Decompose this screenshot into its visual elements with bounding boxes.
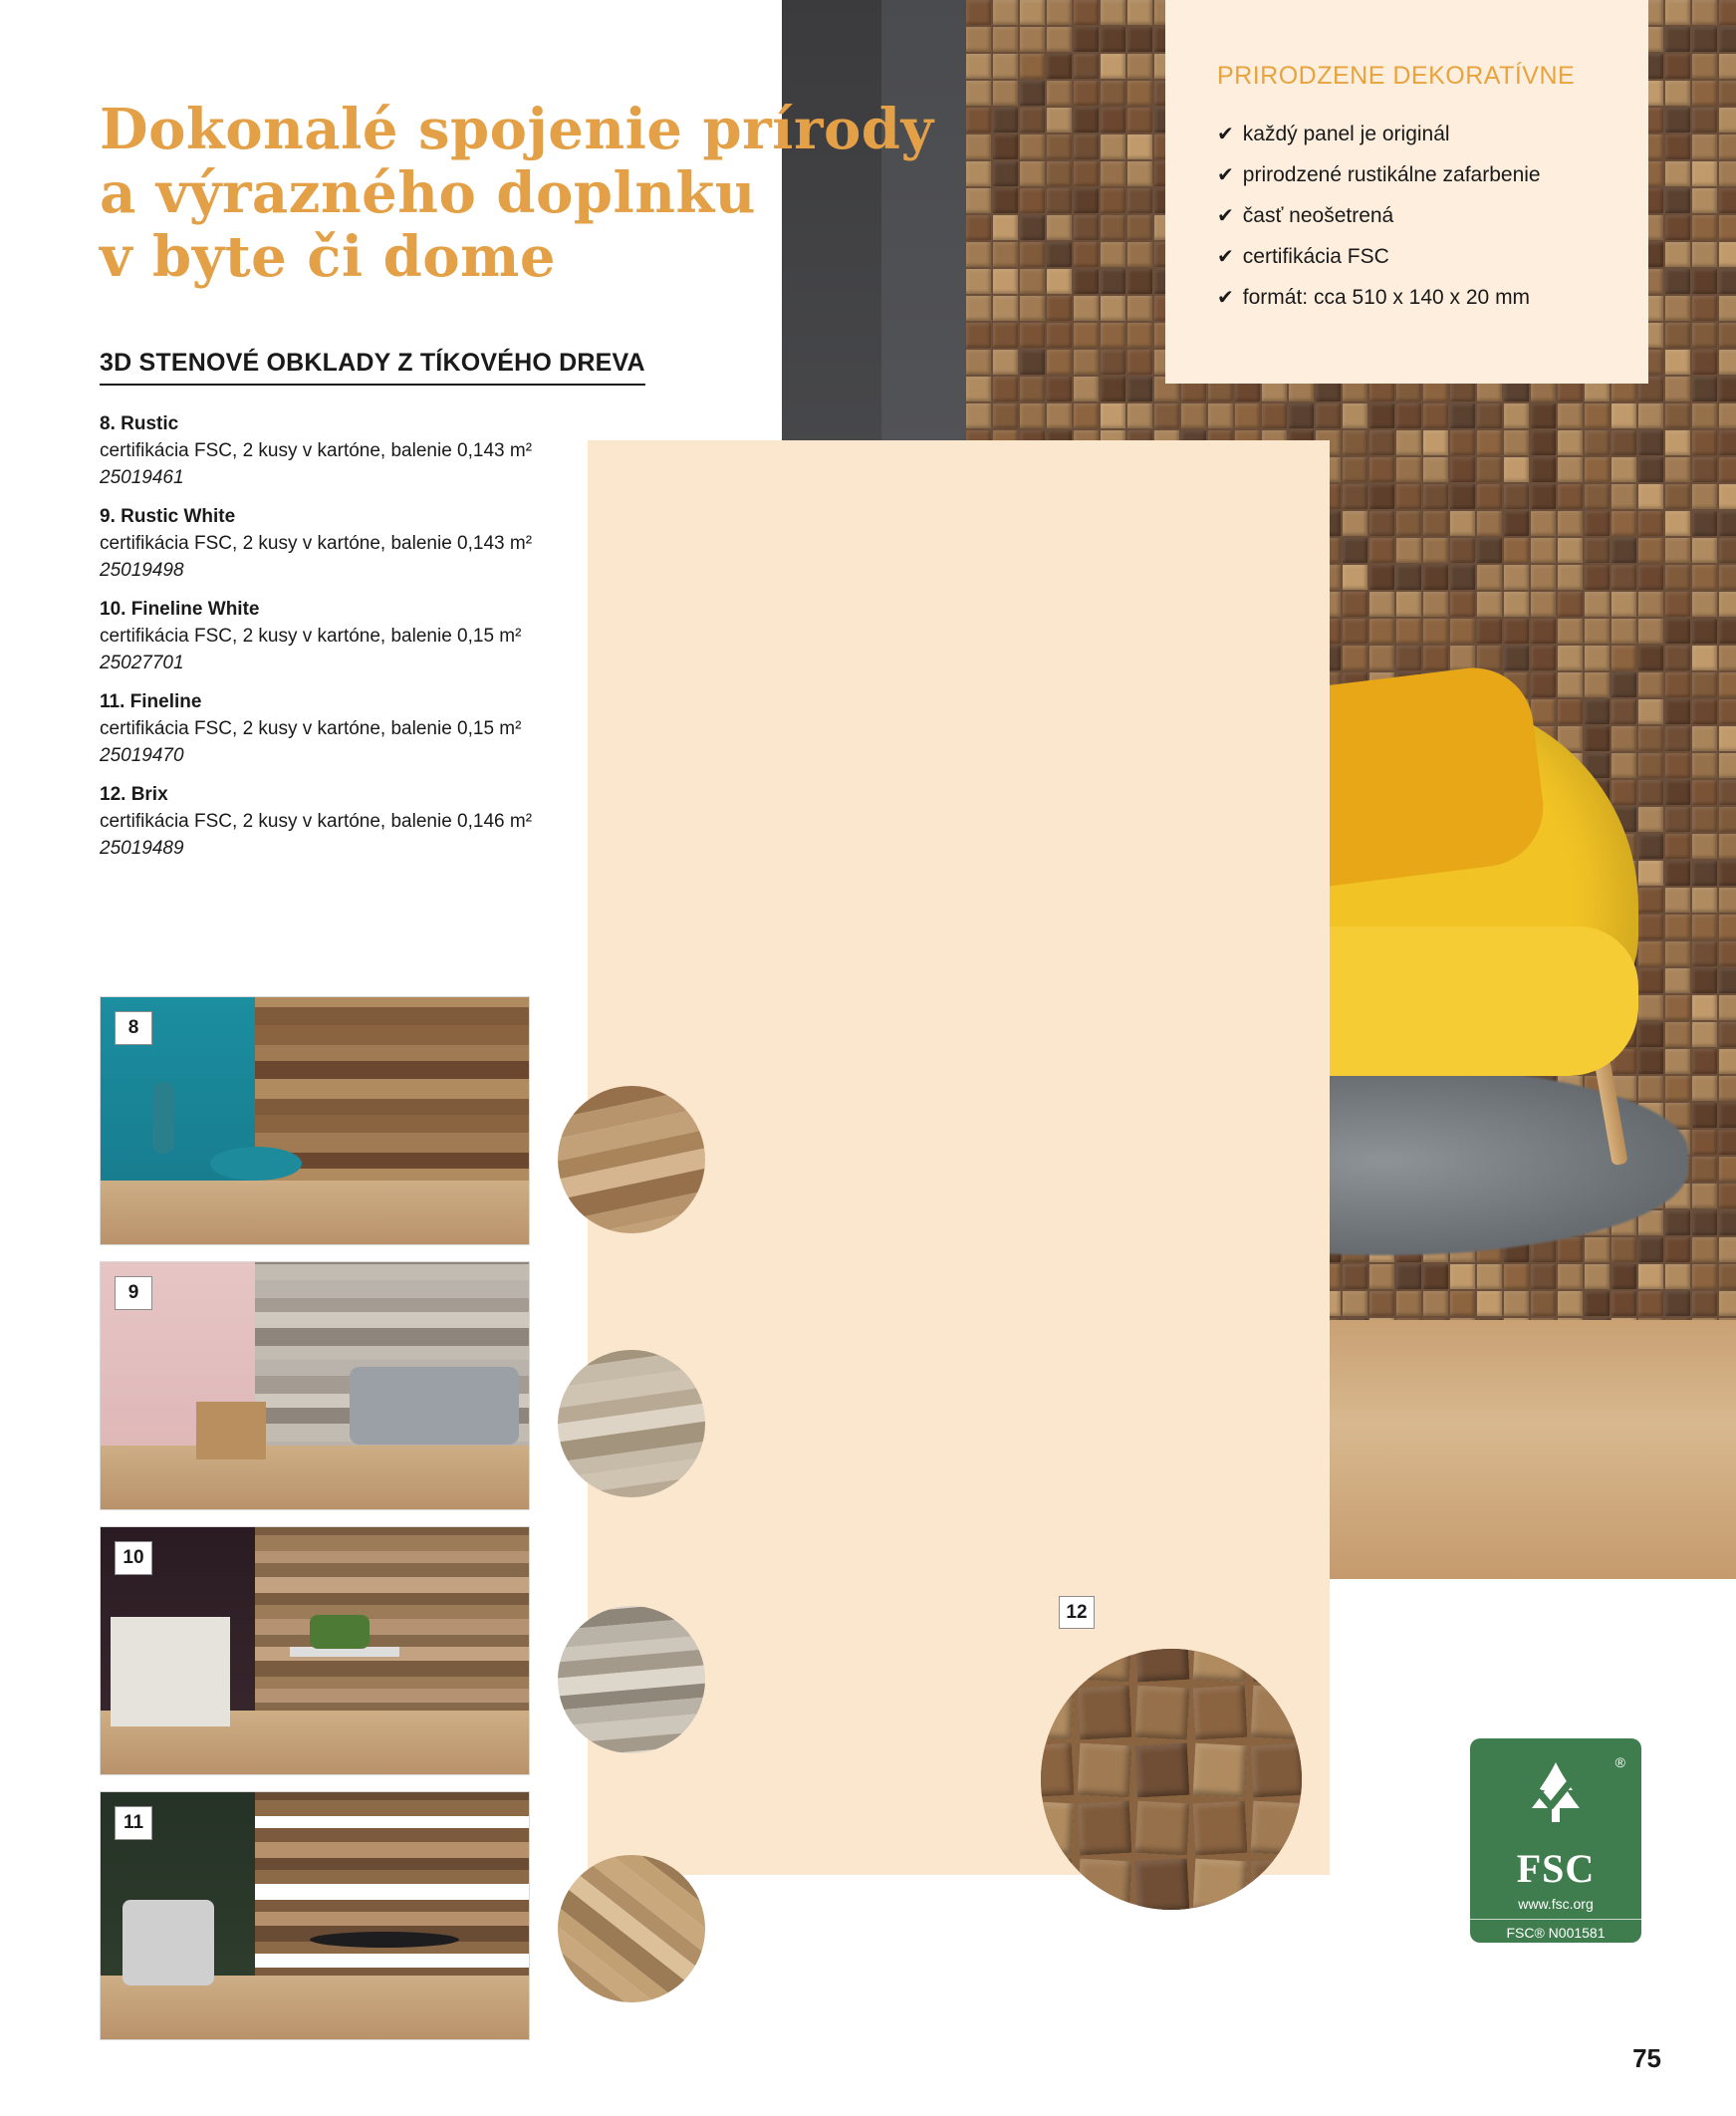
product-code: 25019461 [100, 467, 184, 488]
product-name: 10. Fineline White [100, 599, 260, 620]
feature-item [1217, 122, 1541, 146]
feature-item-label: každý panel je originál [1242, 123, 1450, 145]
photo-badge-12: 12 [1059, 1596, 1095, 1629]
check-icon: ✔ [1217, 246, 1234, 268]
product-code: 25027701 [100, 653, 184, 673]
feature-item-label: certifikácia FSC [1242, 245, 1389, 268]
material-swatch-fineline-white [558, 1606, 705, 1753]
fsc-wordmark: FSC [1516, 1846, 1596, 1891]
photo-badge: 11 [115, 1806, 152, 1840]
feature-item [1217, 285, 1541, 310]
material-swatch-brix [1041, 1649, 1302, 1910]
photo-sofa [350, 1367, 519, 1445]
photo-floor [101, 1181, 529, 1244]
product-item [100, 413, 568, 489]
check-icon: ✔ [1217, 164, 1234, 186]
photo-badge: 9 [115, 1276, 152, 1310]
material-swatch-rustic [558, 1086, 705, 1233]
product-item [100, 599, 568, 674]
material-swatch-fineline [558, 1855, 705, 2002]
check-icon: ✔ [1217, 205, 1234, 227]
material-swatch-rustic-white [558, 1350, 705, 1497]
product-description: certifikácia FSC, 2 kusy v kartóne, balenie 0,143 m² [100, 533, 533, 554]
photo-floor [101, 1446, 529, 1509]
feature-box [1165, 0, 1648, 384]
page-number: 75 [1632, 2043, 1661, 2073]
feature-item [1217, 162, 1541, 187]
photo-vase [152, 1082, 174, 1154]
product-name: 11. Fineline [100, 691, 202, 712]
page-title-line-3: v byte či dome [100, 224, 556, 291]
product-description: certifikácia FSC, 2 kusy v kartóne, balenie 0,15 m² [100, 718, 522, 739]
page-title-line-1: Dokonalé spojenie prírody [100, 96, 934, 162]
product-description: certifikácia FSC, 2 kusy v kartóne, balenie 0,143 m² [100, 440, 533, 461]
feature-item-label: prirodzené rustikálne zafarbenie [1242, 163, 1541, 186]
photo-plant [310, 1615, 370, 1649]
product-code: 25019498 [100, 560, 184, 581]
page-title-line-2: a výrazného doplnku [100, 159, 757, 226]
feature-list [1217, 122, 1541, 326]
check-icon: ✔ [1217, 124, 1234, 145]
product-name: 12. Brix [100, 784, 168, 805]
product-item [100, 784, 568, 860]
product-photo-9[interactable] [100, 1261, 530, 1510]
photo-wood-stool [196, 1402, 266, 1459]
product-code: 25019489 [100, 838, 184, 859]
section-subtitle: 3D STENOVÉ OBKLADY Z TÍKOVÉHO DREVA [100, 349, 645, 386]
product-name: 8. Rustic [100, 413, 179, 434]
feature-item-label: časť neošetrená [1242, 204, 1394, 227]
feature-item-label: formát: cca 510 x 140 x 20 mm [1242, 286, 1531, 309]
registered-mark: ® [1614, 1754, 1625, 1770]
check-icon: ✔ [1217, 287, 1234, 309]
product-photo-8[interactable] [100, 996, 530, 1245]
photo-stool [210, 1147, 302, 1181]
product-photo-11[interactable] [100, 1791, 530, 2040]
product-description: certifikácia FSC, 2 kusy v kartóne, balenie 0,146 m² [100, 811, 533, 832]
product-list [100, 413, 568, 877]
product-name: 9. Rustic White [100, 506, 236, 527]
product-item [100, 691, 568, 767]
photo-round-table [310, 1932, 459, 1948]
feature-item [1217, 244, 1541, 269]
fsc-url: www.fsc.org [1518, 1896, 1594, 1912]
feature-box-title: PRIRODZENE DEKORATÍVNE [1217, 62, 1576, 90]
photo-badge: 10 [115, 1541, 152, 1575]
fsc-logo [1470, 1738, 1641, 1943]
photo-cabinet [111, 1617, 230, 1726]
product-item [100, 506, 568, 582]
photo-armchair [123, 1900, 214, 1985]
page-title [100, 98, 1096, 290]
photo-badge: 8 [115, 1011, 152, 1045]
feature-item [1217, 203, 1541, 228]
fsc-license-code: FSC® N001581 [1470, 1919, 1641, 1941]
product-description: certifikácia FSC, 2 kusy v kartóne, balenie 0,15 m² [100, 626, 522, 647]
product-photo-10[interactable] [100, 1526, 530, 1775]
product-code: 25019470 [100, 745, 184, 766]
